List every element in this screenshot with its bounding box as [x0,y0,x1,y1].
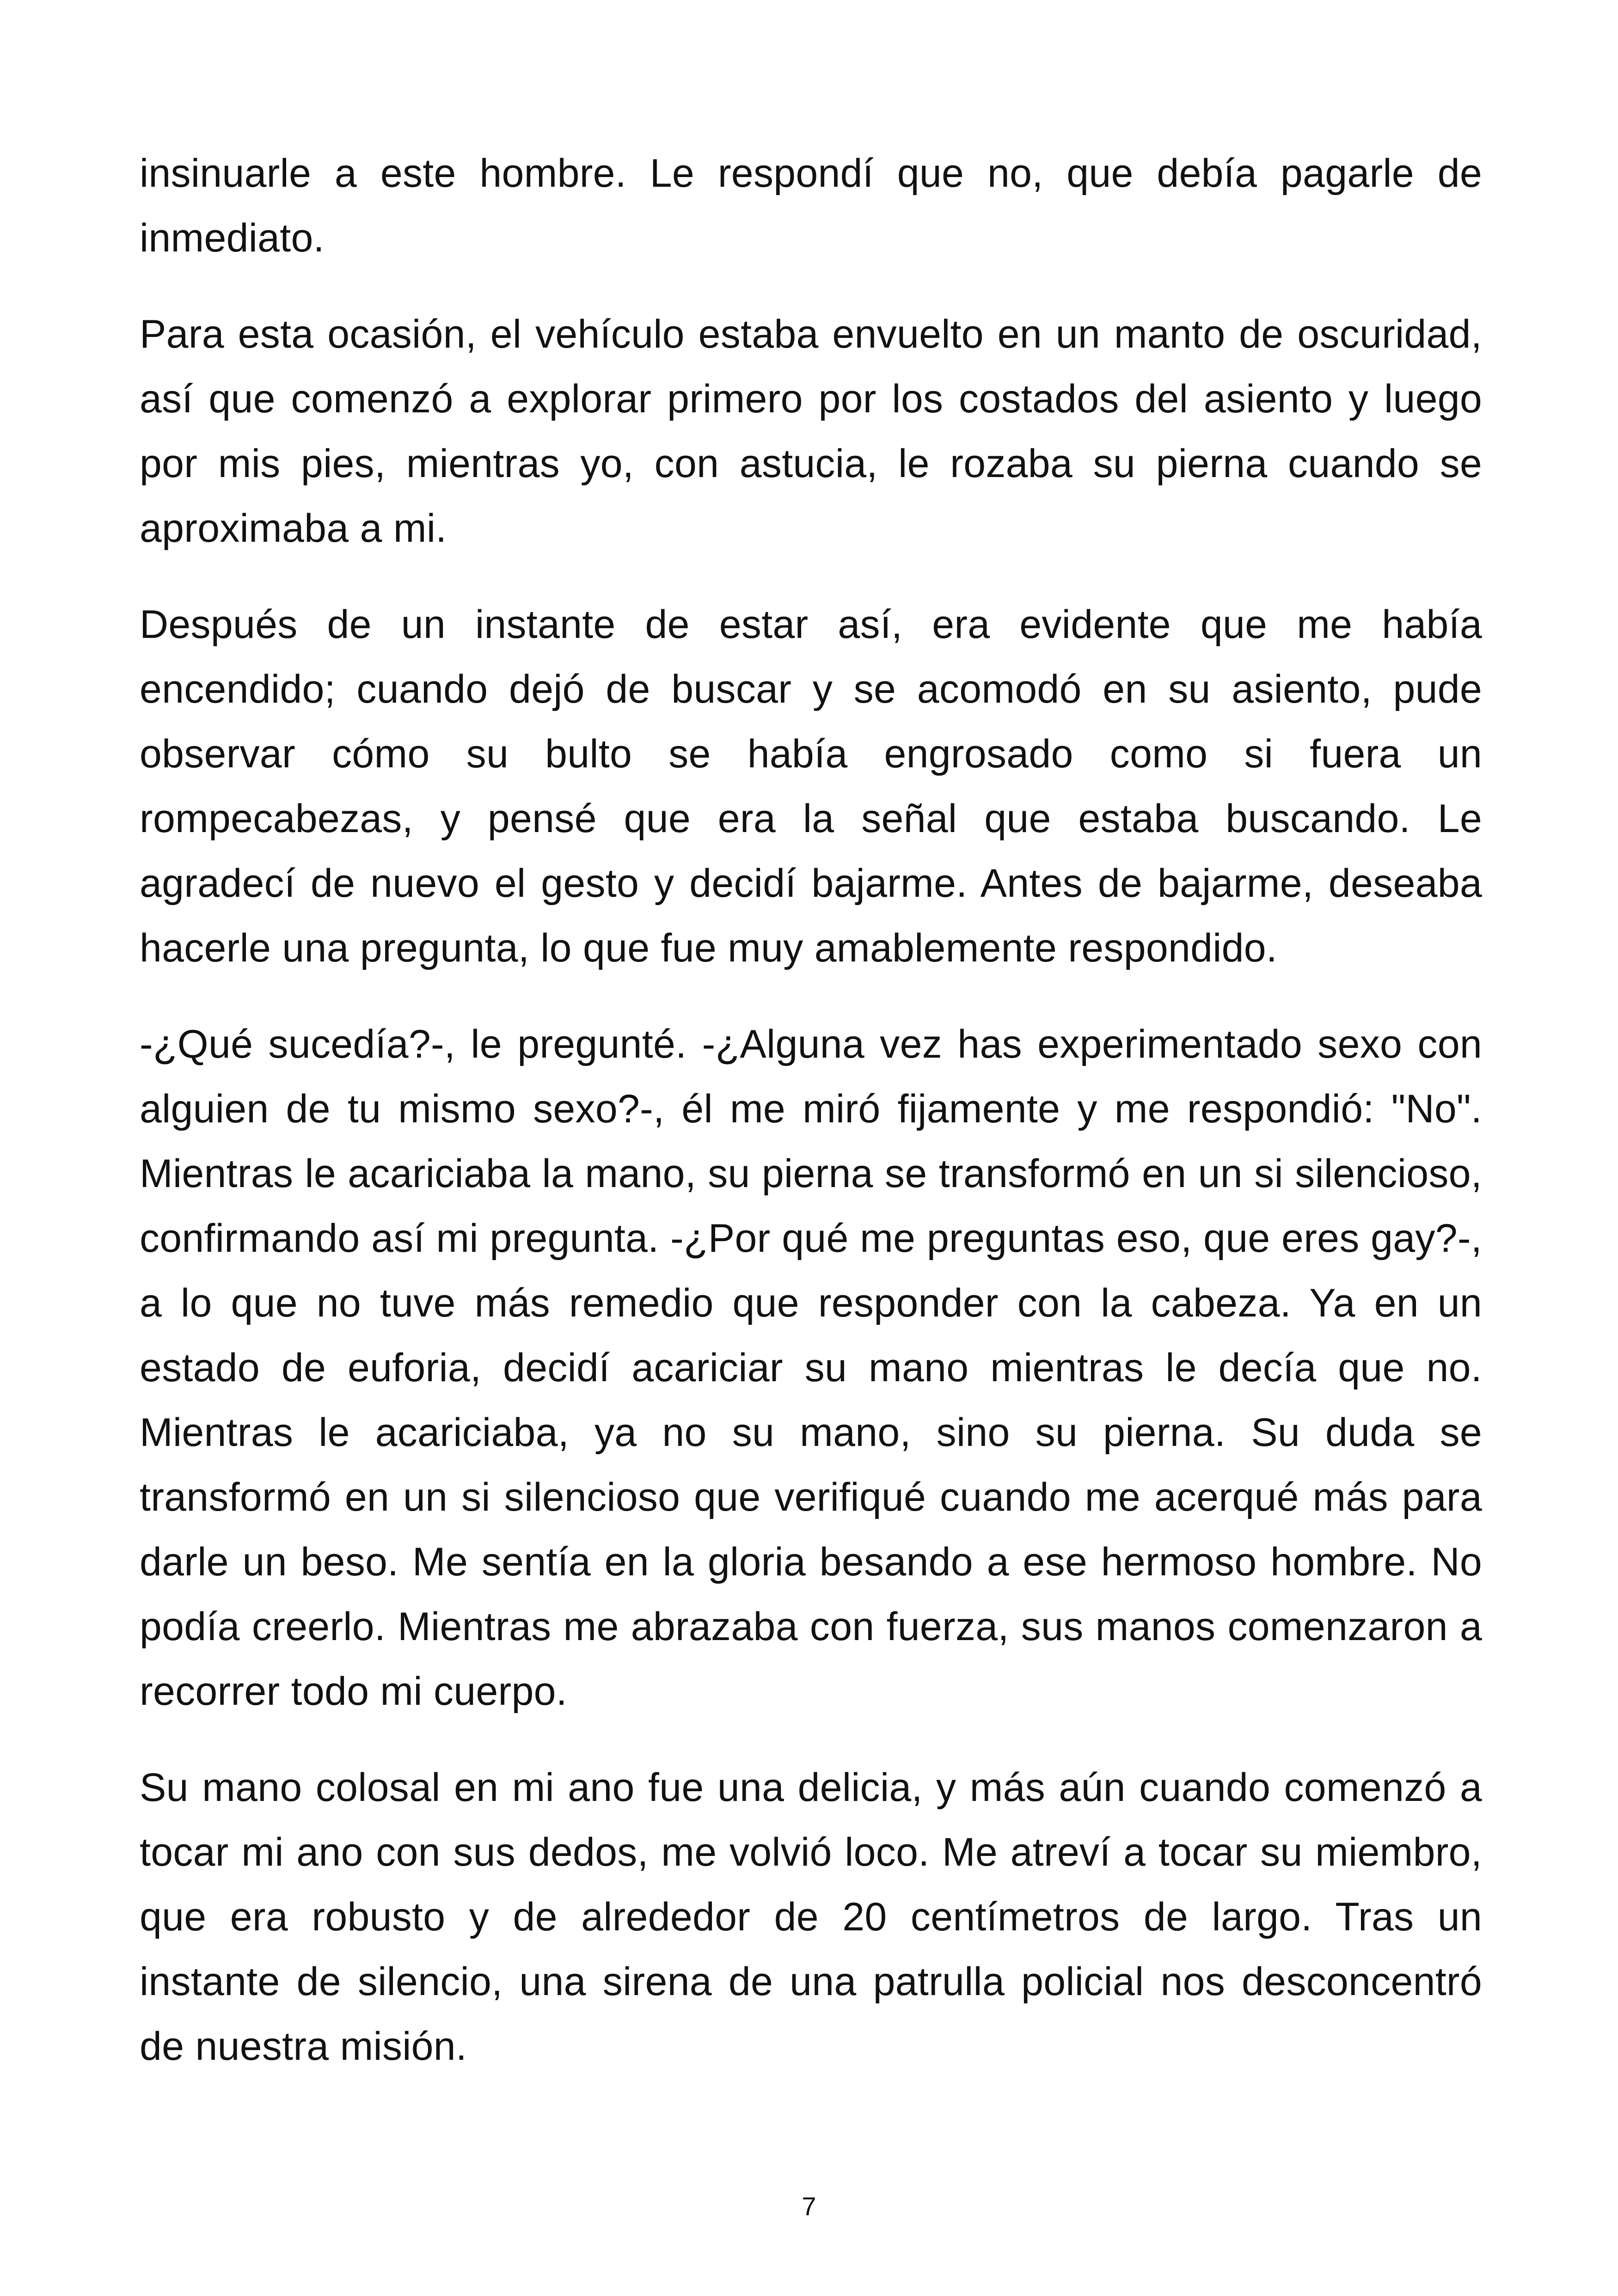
paragraph-3: Después de un instante de estar así, era evidente que me había encendido; cuando dejó de buscar y se acomodó en su asiento, pude observar cómo su bulto se había engrosado como si fuera un rompecabezas, y pensé que era la señal que estaba buscando. Le agradecí de nuevo el gesto y decidí bajarme. Antes de bajarme, deseaba hacerle una pregunta, lo que fue muy amablemente respondido. [140,602,1482,970]
paragraph-1: insinuarle a este hombre. Le respondí que no, que debía pagarle de inmediato. [140,151,1482,260]
paragraph-2: Para esta ocasión, el vehículo estaba envuelto en un manto de oscuridad, así que comenzó a explorar primero por los costados del asiento y luego por mis pies, mientras yo, con astucia, le rozaba su pierna cuando se aproximaba a mi. [140,312,1482,551]
paragraph-4: -¿Qué sucedía?-, le pregunté. -¿Alguna vez has experimentado sexo con alguien de tu mismo sexo?-, él me miró fijamente y me respondió: "No". Mientras le acariciaba la mano, su pierna se transformó en un si silencioso, confirmando así mi pregunta. -¿Por qué me preguntas eso, que eres gay?-, a lo que no tuve más remedio que responder con la cabeza. Ya en un estado de euforia, decidí acariciar su mano mientras le decía que no. Mientras le acariciaba, ya no su mano, sino su pierna. Su duda se transformó en un si silencioso que verifiqué cuando me acerqué más para darle un beso. Me sentía en la gloria besando a ese hermoso hombre. No podía creerlo. Mientras me abrazaba con fuerza, sus manos comenzaron a recorrer todo mi cuerpo. [140,1022,1482,1714]
paragraph-5: Su mano colosal en mi ano fue una delicia, y más aún cuando comenzó a tocar mi ano con sus dedos, me volvió loco. Me atreví a tocar su miembro, que era robusto y de alrededor de 20 centímetros de largo. Tras un instante de silencio, una sirena de una patrulla policial nos desconcentró de nuestra misión. [140,1765,1482,2069]
page-number: 7 [802,2192,816,2221]
body-text [140,141,1482,2079]
